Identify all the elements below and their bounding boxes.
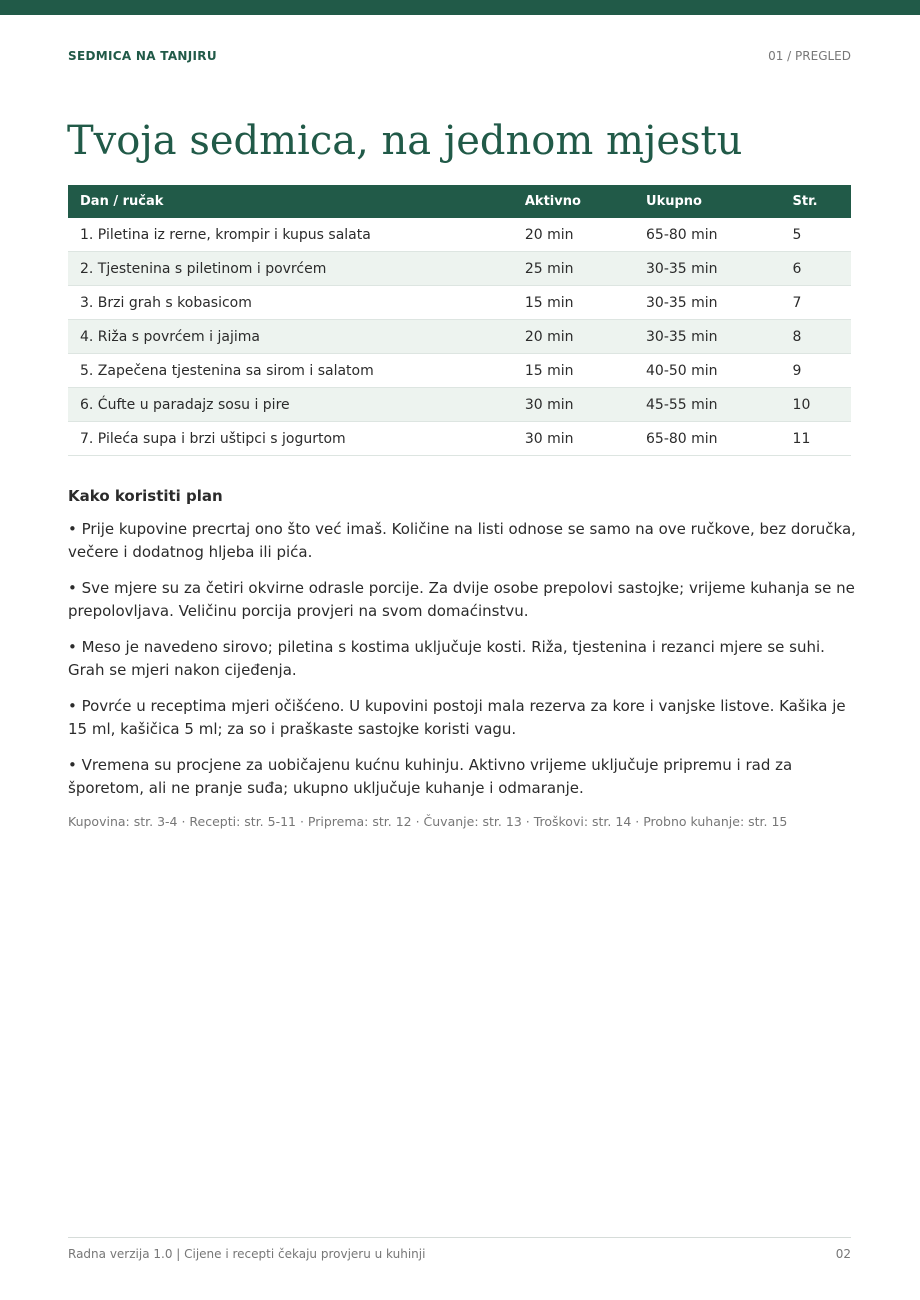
- total-time-cell: 30-35 min: [634, 252, 781, 286]
- total-time-cell: 65-80 min: [634, 422, 781, 456]
- page-cell: 9: [781, 354, 851, 388]
- table-row: [68, 218, 851, 252]
- table-row: [68, 422, 851, 456]
- usage-section-title: Kako koristiti plan: [68, 487, 223, 505]
- usage-item: • Povrće u receptima mjeri očišćeno. U kupovini postoji mala rezerva za kore i vanjske listove. Kašika je 15 ml, kašičica 5 ml; za so i praškaste sastojke koristi vagu.: [68, 697, 846, 738]
- table-row: [68, 286, 851, 320]
- top-accent-bar: [0, 0, 920, 15]
- column-header-meal: Dan / ručak: [68, 185, 513, 218]
- meal-plan-table: [68, 185, 851, 456]
- active-time-cell: 20 min: [513, 320, 634, 354]
- table-header-row: [68, 185, 851, 218]
- column-header-page: Str.: [781, 185, 851, 218]
- usage-item: • Meso je navedeno sirovo; piletina s kostima uključuje kosti. Riža, tjestenina i rezanci mjere se suhi. Grah se mjeri nakon cijeđenja.: [68, 638, 825, 679]
- active-time-cell: 25 min: [513, 252, 634, 286]
- section-label: 01 / PREGLED: [768, 49, 851, 63]
- meal-cell: 4. Riža s povrćem i jajima: [68, 320, 513, 354]
- meal-cell: 3. Brzi grah s kobasicom: [68, 286, 513, 320]
- meal-cell: 5. Zapečena tjestenina sa sirom i salatom: [68, 354, 513, 388]
- page-cell: 7: [781, 286, 851, 320]
- page-cell: 8: [781, 320, 851, 354]
- meal-cell: 1. Piletina iz rerne, krompir i kupus salata: [68, 218, 513, 252]
- running-header: [68, 48, 851, 64]
- meal-cell: 2. Tjestenina s piletinom i povrćem: [68, 252, 513, 286]
- active-time-cell: 15 min: [513, 286, 634, 320]
- active-time-cell: 30 min: [513, 388, 634, 422]
- total-time-cell: 45-55 min: [634, 388, 781, 422]
- page-title: Tvoja sedmica, na jednom mjestu: [67, 118, 743, 164]
- table-row: [68, 252, 851, 286]
- page-cell: 11: [781, 422, 851, 456]
- page-cell: 10: [781, 388, 851, 422]
- usage-item: • Prije kupovine precrtaj ono što već imaš. Količine na listi odnose se samo na ove ručkove, bez doručka, večere i dodatnog hljeba ili pića.: [68, 520, 856, 561]
- brand-label: SEDMICA NA TANJIRU: [68, 49, 217, 63]
- table-row: [68, 320, 851, 354]
- usage-item: • Sve mjere su za četiri okvirne odrasle porcije. Za dvije osobe prepolovi sastojke; vrijeme kuhanja se ne prepolovljava. Veličinu porcija provjeri na svom domaćinstvu.: [68, 579, 855, 620]
- meal-cell: 7. Pileća supa i brzi uštipci s jogurtom: [68, 422, 513, 456]
- page-footer: [68, 1246, 851, 1262]
- usage-list: [68, 518, 858, 813]
- total-time-cell: 40-50 min: [634, 354, 781, 388]
- page-number: 02: [835, 1247, 851, 1261]
- column-header-total: Ukupno: [634, 185, 781, 218]
- table-row: [68, 388, 851, 422]
- total-time-cell: 65-80 min: [634, 218, 781, 252]
- footer-note: Radna verzija 1.0 | Cijene i recepti čekaju provjeru u kuhinji: [68, 1247, 426, 1261]
- page-cell: 5: [781, 218, 851, 252]
- active-time-cell: 30 min: [513, 422, 634, 456]
- active-time-cell: 15 min: [513, 354, 634, 388]
- total-time-cell: 30-35 min: [634, 286, 781, 320]
- column-header-active: Aktivno: [513, 185, 634, 218]
- table-row: [68, 354, 851, 388]
- active-time-cell: 20 min: [513, 218, 634, 252]
- total-time-cell: 30-35 min: [634, 320, 781, 354]
- meal-cell: 6. Ćufte u paradajz sosu i pire: [68, 388, 513, 422]
- page-cell: 6: [781, 252, 851, 286]
- usage-item: • Vremena su procjene za uobičajenu kućnu kuhinju. Aktivno vrijeme uključuje pripremu i rad za šporetom, ali ne pranje suđa; ukupno uključuje kuhanje i odmaranje.: [68, 756, 793, 797]
- page-references: Kupovina: str. 3-4 · Recepti: str. 5-11 · Priprema: str. 12 · Čuvanje: str. 13 · Troškovi: str. 14 · Probno kuhanje: str. 15: [68, 814, 788, 829]
- footer-divider: [68, 1237, 851, 1238]
